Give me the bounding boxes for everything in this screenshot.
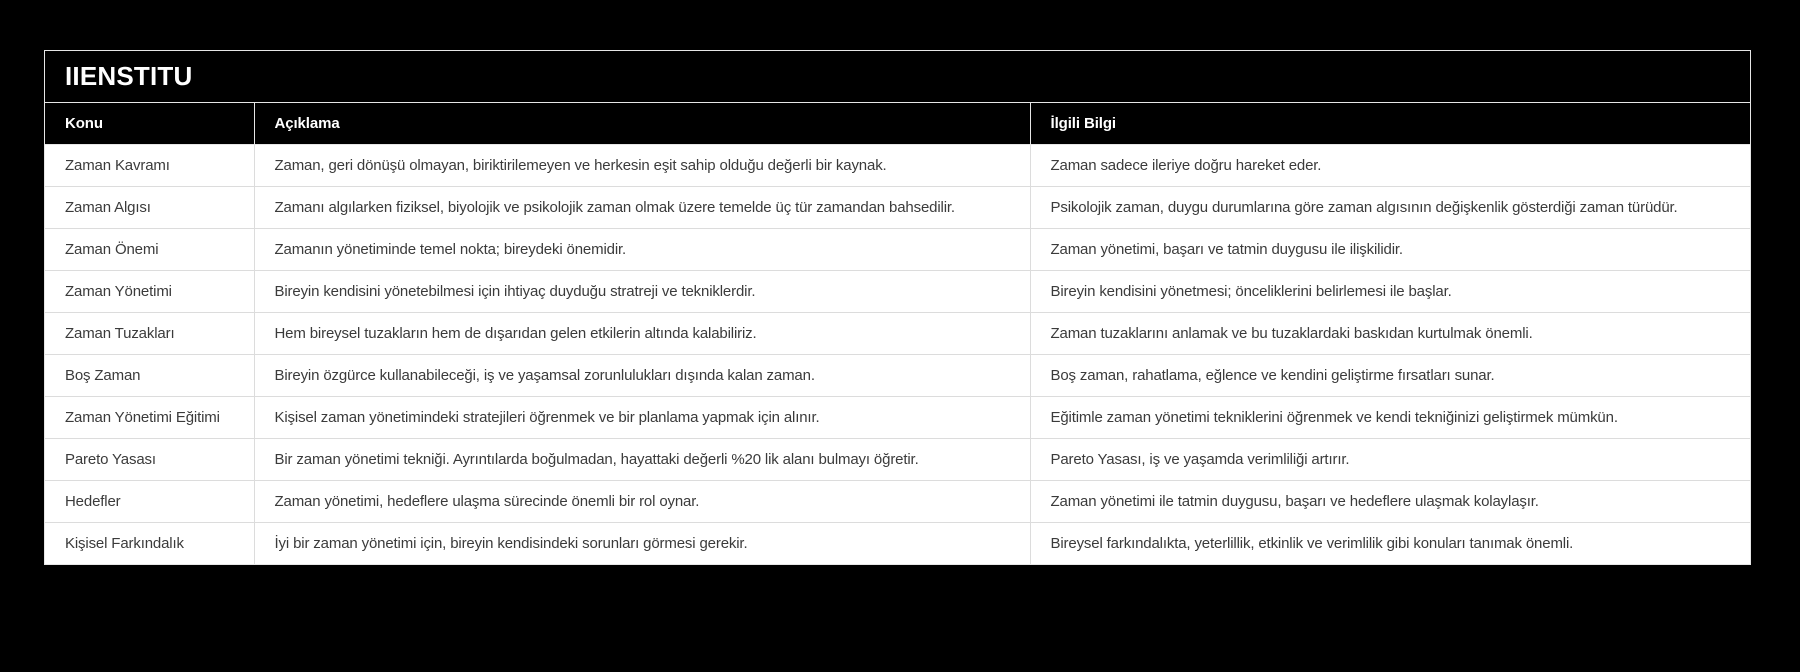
column-header-aciklama: Açıklama [254, 103, 1030, 145]
cell-aciklama: Zaman, geri dönüşü olmayan, biriktirilemeyen ve herkesin eşit sahip olduğu değerli bir kaynak. [254, 145, 1030, 187]
cell-konu: Zaman Önemi [45, 229, 254, 271]
cell-aciklama: Zamanı algılarken fiziksel, biyolojik ve psikolojik zaman olmak üzere temelde üç tür zamandan bahsedilir. [254, 187, 1030, 229]
table-header [45, 103, 1750, 145]
cell-aciklama: Bir zaman yönetimi tekniği. Ayrıntılarda boğulmadan, hayattaki değerli %20 lik alanı bulmayı öğretir. [254, 439, 1030, 481]
cell-ilgili-bilgi: Zaman tuzaklarını anlamak ve bu tuzaklardaki baskıdan kurtulmak önemli. [1030, 313, 1750, 355]
cell-aciklama: Bireyin kendisini yönetebilmesi için ihtiyaç duyduğu stratreji ve tekniklerdir. [254, 271, 1030, 313]
table-card [44, 50, 1751, 565]
cell-konu: Zaman Yönetimi Eğitimi [45, 397, 254, 439]
table-row [45, 523, 1750, 565]
cell-aciklama: Zaman yönetimi, hedeflere ulaşma sürecinde önemli bir rol oynar. [254, 481, 1030, 523]
table-row [45, 481, 1750, 523]
cell-konu: Hedefler [45, 481, 254, 523]
cell-ilgili-bilgi: Psikolojik zaman, duygu durumlarına göre zaman algısının değişkenlik gösterdiği zaman türüdür. [1030, 187, 1750, 229]
cell-ilgili-bilgi: Zaman yönetimi ile tatmin duygusu, başarı ve hedeflere ulaşmak kolaylaşır. [1030, 481, 1750, 523]
cell-konu: Boş Zaman [45, 355, 254, 397]
cell-konu: Kişisel Farkındalık [45, 523, 254, 565]
table-row [45, 439, 1750, 481]
cell-konu: Zaman Yönetimi [45, 271, 254, 313]
cell-aciklama: Zamanın yönetiminde temel nokta; bireydeki önemidir. [254, 229, 1030, 271]
column-header-konu: Konu [45, 103, 254, 145]
cell-ilgili-bilgi: Pareto Yasası, iş ve yaşamda verimliliği artırır. [1030, 439, 1750, 481]
brand-band [45, 51, 1750, 103]
column-header-ilgili-bilgi: İlgili Bilgi [1030, 103, 1750, 145]
cell-konu: Zaman Algısı [45, 187, 254, 229]
table-row [45, 187, 1750, 229]
table-row [45, 313, 1750, 355]
cell-konu: Zaman Tuzakları [45, 313, 254, 355]
cell-ilgili-bilgi: Bireysel farkındalıkta, yeterlillik, etkinlik ve verimlilik gibi konuları tanımak önemli. [1030, 523, 1750, 565]
header-row [45, 103, 1750, 145]
cell-konu: Pareto Yasası [45, 439, 254, 481]
cell-ilgili-bilgi: Eğitimle zaman yönetimi tekniklerini öğrenmek ve kendi tekniğinizi geliştirmek mümkün. [1030, 397, 1750, 439]
table-row [45, 145, 1750, 187]
cell-ilgili-bilgi: Zaman yönetimi, başarı ve tatmin duygusu ile ilişkilidir. [1030, 229, 1750, 271]
cell-konu: Zaman Kavramı [45, 145, 254, 187]
cell-ilgili-bilgi: Zaman sadece ileriye doğru hareket eder. [1030, 145, 1750, 187]
table-row [45, 355, 1750, 397]
table-row [45, 271, 1750, 313]
cell-ilgili-bilgi: Bireyin kendisini yönetmesi; önceliklerini belirlemesi ile başlar. [1030, 271, 1750, 313]
cell-ilgili-bilgi: Boş zaman, rahatlama, eğlence ve kendini geliştirme fırsatları sunar. [1030, 355, 1750, 397]
table-body [45, 145, 1750, 565]
cell-aciklama: İyi bir zaman yönetimi için, bireyin kendisindeki sorunları görmesi gerekir. [254, 523, 1030, 565]
cell-aciklama: Kişisel zaman yönetimindeki stratejileri öğrenmek ve bir planlama yapmak için alınır. [254, 397, 1030, 439]
brand-title: IIENSTITU [65, 61, 193, 91]
data-table [45, 103, 1750, 564]
table-row [45, 229, 1750, 271]
table-row [45, 397, 1750, 439]
cell-aciklama: Bireyin özgürce kullanabileceği, iş ve yaşamsal zorunlulukları dışında kalan zaman. [254, 355, 1030, 397]
cell-aciklama: Hem bireysel tuzakların hem de dışarıdan gelen etkilerin altında kalabiliriz. [254, 313, 1030, 355]
